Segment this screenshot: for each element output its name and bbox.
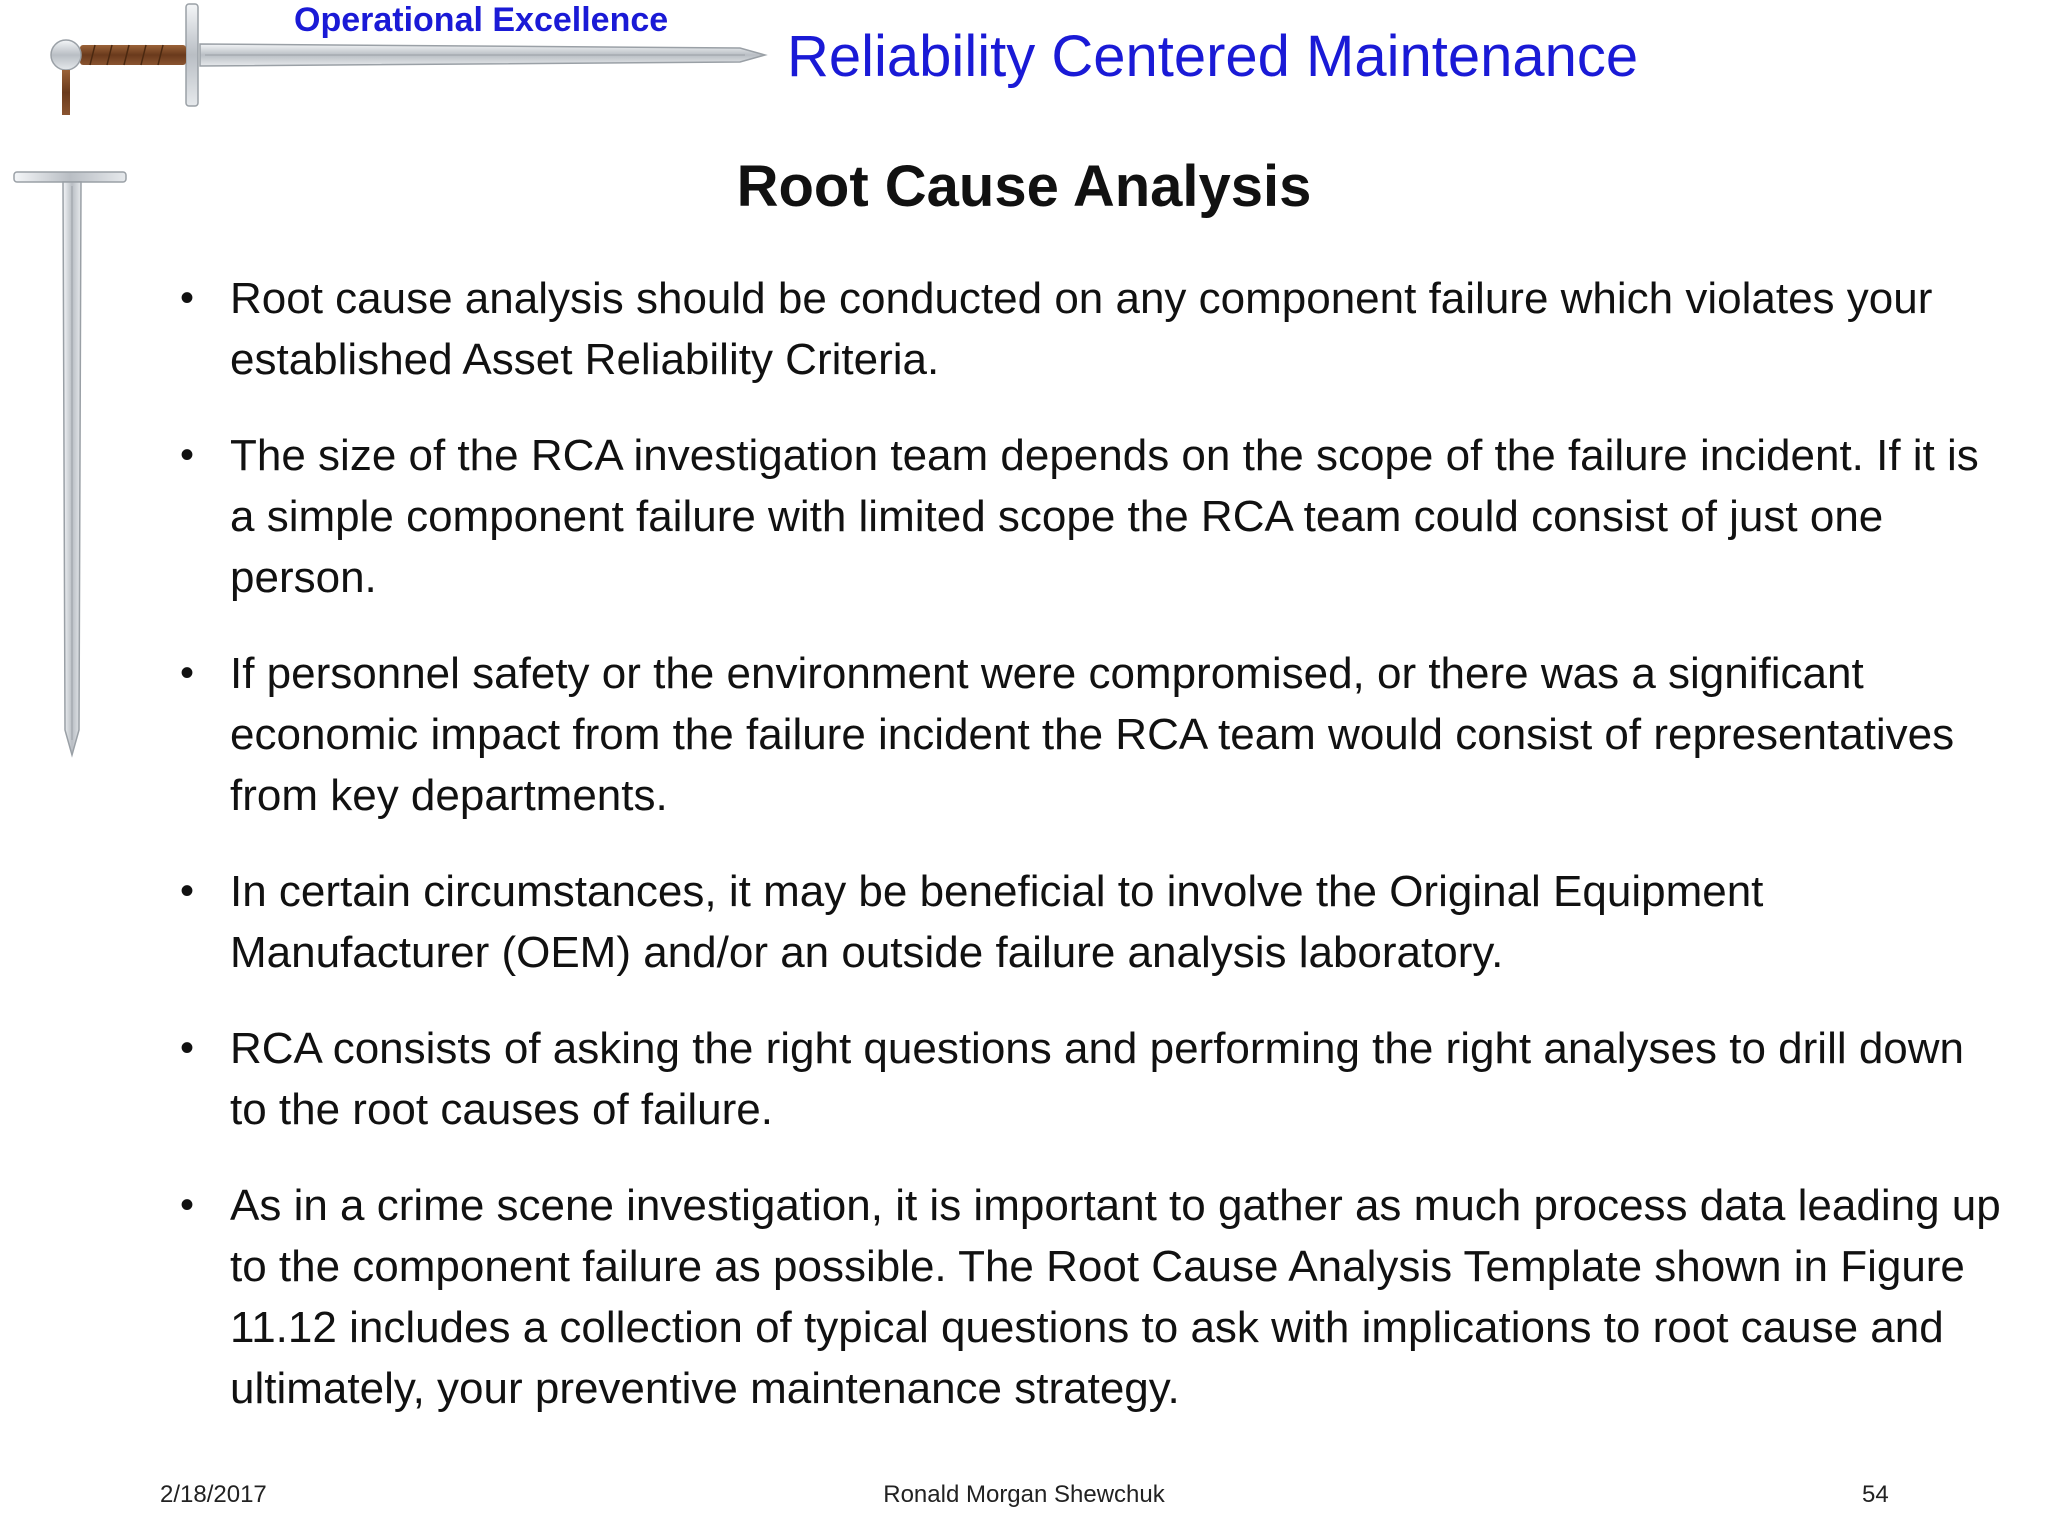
- bullet-text: The size of the RCA investigation team depends on the scope of the failure incident. If it is a simple component failure with limited scope the RCA team could consist of just one person.: [230, 431, 1979, 602]
- bullet-text: As in a crime scene investigation, it is important to gather as much process data leading up to the component failure as possible. The Root Cause Analysis Template shown in Figure 11.12 includes a collection of typical questions to ask with implications to root cause and ultimately, your preventive maintenance strategy.: [230, 1181, 2001, 1413]
- bullet-text: Root cause analysis should be conducted on any component failure which violates your established Asset Reliability Criteria.: [230, 274, 1933, 384]
- footer-author: Ronald Morgan Shewchuk: [883, 1481, 1165, 1508]
- list-item: [176, 268, 2006, 390]
- page-number: 54: [1862, 1481, 1889, 1508]
- list-item: [176, 1018, 2006, 1140]
- list-item: [176, 643, 2006, 826]
- deck-title: Reliability Centered Maintenance: [787, 24, 1639, 89]
- list-item: [176, 425, 2006, 608]
- page-title: Root Cause Analysis: [736, 154, 1312, 219]
- bullet-list: [176, 268, 2006, 1454]
- bullet-dot-icon: •: [180, 433, 195, 477]
- bullet-dot-icon: •: [180, 1026, 195, 1070]
- footer-date: 2/18/2017: [160, 1481, 267, 1508]
- bullet-dot-icon: •: [180, 276, 195, 320]
- bullet-dot-icon: •: [180, 869, 195, 913]
- bullet-text: If personnel safety or the environment were compromised, or there was a significant economic impact from the failure incident the RCA team would consist of representatives from key departments.: [230, 649, 1955, 820]
- bullet-text: RCA consists of asking the right questions and performing the right analyses to drill down to the root causes of failure.: [230, 1024, 1965, 1134]
- list-item: [176, 1175, 2006, 1419]
- brand-title: Operational Excellence: [294, 1, 669, 39]
- bullet-dot-icon: •: [180, 651, 195, 695]
- sword-vertical-icon: [10, 170, 130, 760]
- bullet-text: In certain circumstances, it may be beneficial to involve the Original Equipment Manufacturer (OEM) and/or an outside failure analysis laboratory.: [230, 867, 1764, 977]
- list-item: [176, 861, 2006, 983]
- bullet-dot-icon: •: [180, 1183, 195, 1227]
